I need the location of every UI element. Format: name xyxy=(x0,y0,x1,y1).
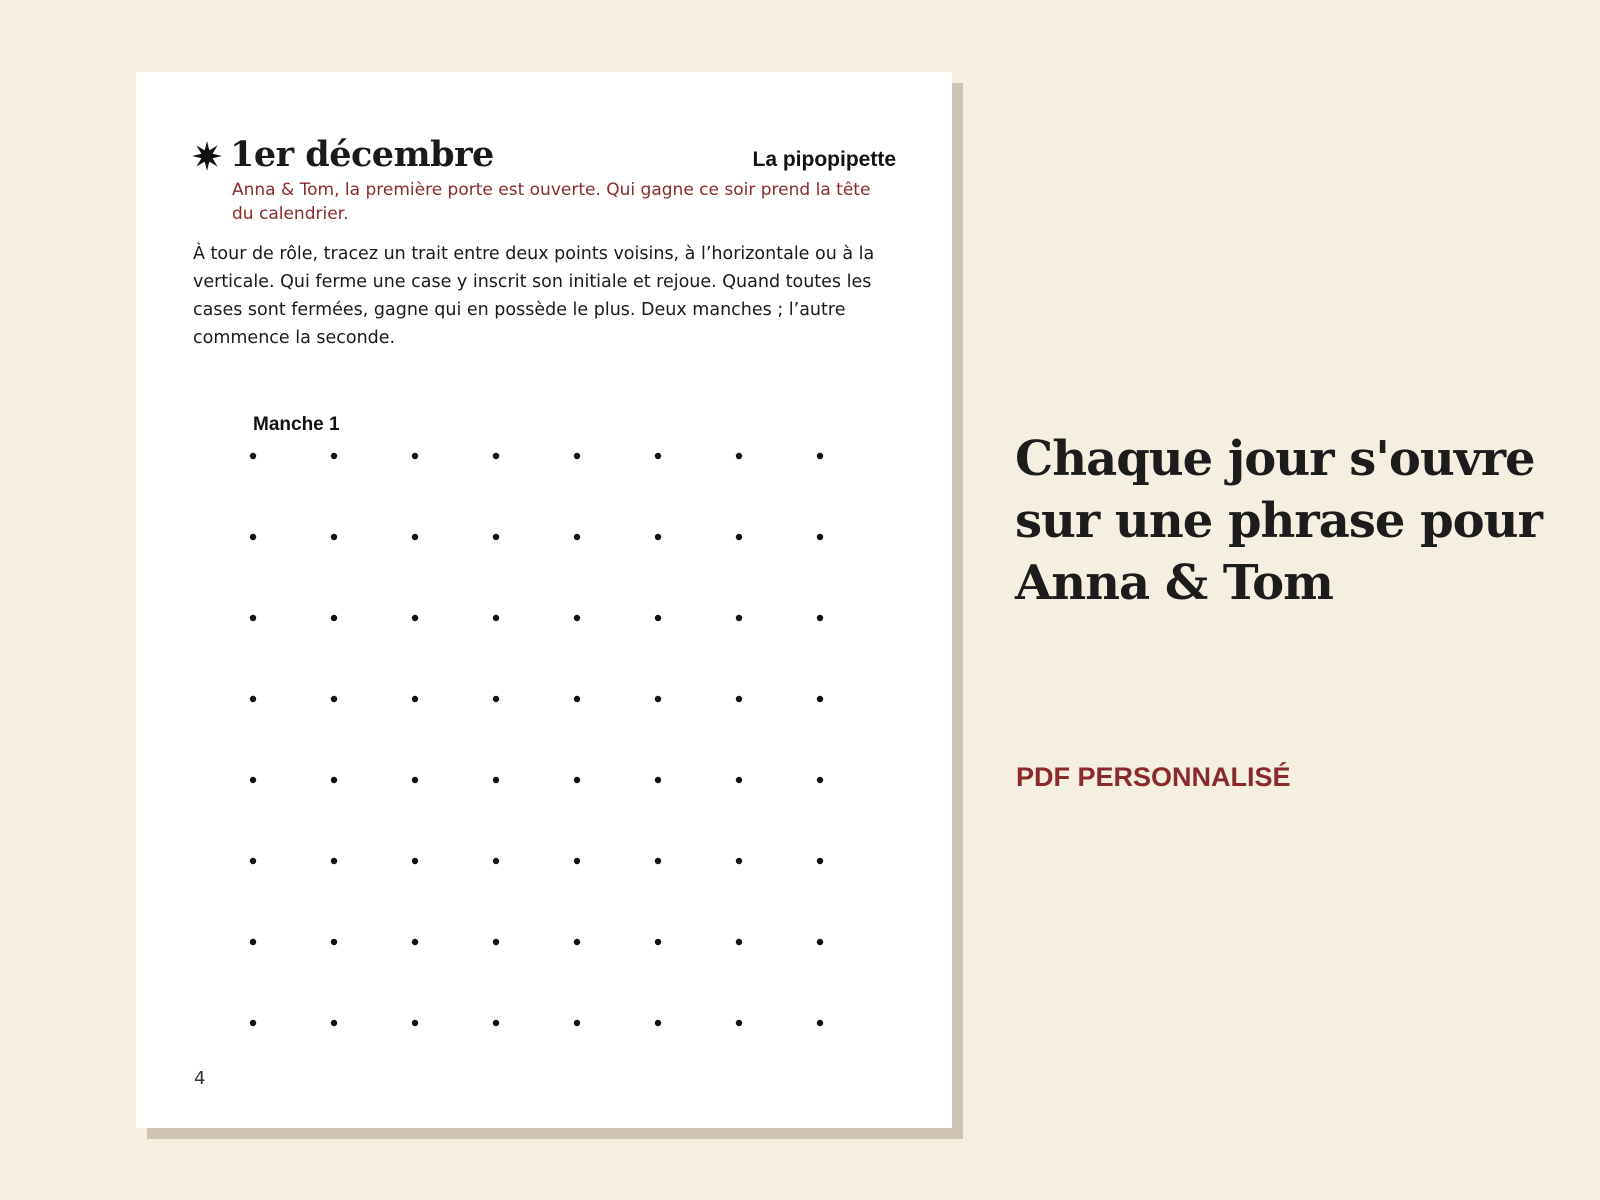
grid-dot xyxy=(574,453,580,459)
grid-dot xyxy=(412,696,418,702)
grid-dot xyxy=(736,534,742,540)
grid-dot xyxy=(250,858,256,864)
grid-dot xyxy=(250,615,256,621)
grid-dot xyxy=(412,1020,418,1026)
grid-dot xyxy=(574,696,580,702)
grid-dot xyxy=(574,534,580,540)
day-header xyxy=(192,134,896,184)
grid-dot xyxy=(736,615,742,621)
grid-dot xyxy=(736,1020,742,1026)
grid-dot xyxy=(493,858,499,864)
grid-dot xyxy=(493,1020,499,1026)
grid-dot xyxy=(331,615,337,621)
grid-dot xyxy=(493,777,499,783)
star-icon xyxy=(192,141,222,171)
grid-dot xyxy=(655,1020,661,1026)
grid-dot xyxy=(412,858,418,864)
grid-dot xyxy=(331,696,337,702)
grid-dot xyxy=(817,534,823,540)
game-instructions: À tour de rôle, tracez un trait entre deux points voisins, à l’horizontale ou à la verticale. Qui ferme une case y inscrit son initiale et rejoue. Quand toutes les cases sont fermées, gagne qui en possède le plus. Deux manches ; l’autre commence la seconde. xyxy=(193,244,875,348)
grid-dot xyxy=(655,858,661,864)
grid-dot xyxy=(250,453,256,459)
grid-dot xyxy=(331,939,337,945)
grid-dot xyxy=(250,696,256,702)
grid-dot xyxy=(574,939,580,945)
grid-dot xyxy=(574,777,580,783)
grid-dot xyxy=(250,777,256,783)
grid-dot xyxy=(331,1020,337,1026)
game-name: La pipopipette xyxy=(752,148,896,171)
grid-dot xyxy=(412,777,418,783)
promo-headline: Chaque jour s'ouvre sur une phrase pour Anna & Tom xyxy=(1015,431,1542,611)
grid-dot xyxy=(493,453,499,459)
grid-dot xyxy=(817,939,823,945)
grid-dot xyxy=(736,777,742,783)
grid-dot xyxy=(493,939,499,945)
grid-dot xyxy=(331,453,337,459)
grid-dot xyxy=(817,615,823,621)
grid-dot xyxy=(412,534,418,540)
grid-dot xyxy=(574,1020,580,1026)
grid-dot xyxy=(817,453,823,459)
grid-dot xyxy=(817,696,823,702)
grid-dot xyxy=(493,696,499,702)
grid-dot xyxy=(736,858,742,864)
grid-dot xyxy=(331,777,337,783)
grid-dot xyxy=(655,777,661,783)
round-label: Manche 1 xyxy=(253,414,340,435)
grid-dot xyxy=(250,1020,256,1026)
format-label: PDF PERSONNALISÉ xyxy=(1016,762,1291,792)
grid-dot xyxy=(493,615,499,621)
grid-dot xyxy=(412,615,418,621)
grid-dot xyxy=(817,858,823,864)
grid-dot xyxy=(655,534,661,540)
grid-dot xyxy=(412,939,418,945)
grid-dot xyxy=(736,453,742,459)
dot-grid xyxy=(248,451,828,1031)
grid-dot xyxy=(655,453,661,459)
grid-dot xyxy=(331,534,337,540)
grid-dot xyxy=(250,534,256,540)
grid-dot xyxy=(655,696,661,702)
grid-dot xyxy=(817,1020,823,1026)
grid-dot xyxy=(574,858,580,864)
page-number: 4 xyxy=(194,1068,206,1089)
grid-dot xyxy=(493,534,499,540)
grid-dot xyxy=(331,858,337,864)
grid-dot xyxy=(736,939,742,945)
grid-dot xyxy=(655,939,661,945)
dedication-text: Anna & Tom, la première porte est ouverte. Qui gagne ce soir prend la tête du calendrier. xyxy=(232,180,871,224)
day-title: 1er décembre xyxy=(230,134,494,175)
pdf-page-preview xyxy=(136,72,952,1128)
grid-dot xyxy=(655,615,661,621)
grid-dot xyxy=(412,453,418,459)
grid-dot xyxy=(817,777,823,783)
grid-dot xyxy=(574,615,580,621)
grid-dot xyxy=(736,696,742,702)
grid-dot xyxy=(250,939,256,945)
